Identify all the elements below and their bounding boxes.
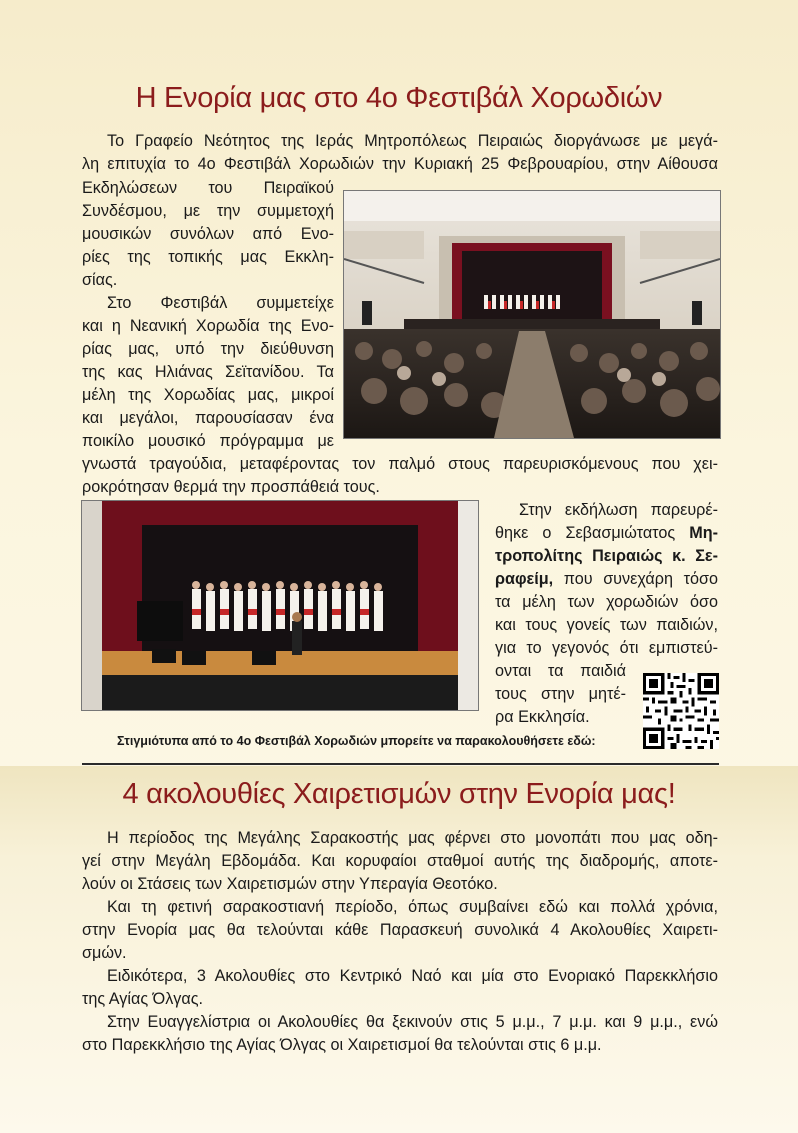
- text-line: ρίες της τοπικής μας Εκκλη-: [82, 248, 334, 266]
- article-title-salutations: 4 ακολουθίες Χαιρετισμών στην Ενορία μας!: [122, 778, 676, 810]
- text-line: μέλη της Χορωδίας μας, μικροί: [82, 386, 334, 404]
- text-line: και η Νεανική Χορωδία της Ενο-: [82, 317, 334, 335]
- text-line: Η περίοδος της Μεγάλης Σαρακοστής μας φέρνει στο μονοπάτι που μας οδη-: [107, 829, 718, 847]
- text-line: τα μέλη των χορωδιών όσο: [495, 593, 718, 611]
- text-line: ρα Εκκλησία.: [495, 708, 590, 726]
- text-line: της Αγίας Όλγας.: [82, 990, 204, 1008]
- text-line: Στο Φεστιβάλ συμμετείχε: [107, 294, 334, 312]
- text-line: για το γεγονός ότι εμπιστεύ-: [495, 639, 718, 657]
- text-line: ονται τα παιδιά: [495, 662, 626, 680]
- text-line: τους στην μητέ-: [495, 685, 626, 703]
- qr-code-icon: [643, 673, 719, 749]
- text-line: μουσικών συνόλων από Ενο-: [82, 225, 334, 243]
- text-line: ρίας μας, υπό την διεύθυνση: [82, 340, 334, 358]
- text-line: λη επιτυχία το 4ο Φεστιβάλ Χορωδιών την Κυριακή 25 Φεβρουαρίου, στην Αίθουσα: [82, 155, 718, 173]
- article-title-festival: Η Ενορία μας στο 4ο Φεστιβάλ Χορωδιών: [135, 82, 663, 114]
- text-line: γνωστά τραγούδια, μεταφέροντας τον παλμό στους παρευρισκόμενους που χει-: [82, 455, 718, 473]
- text-line: της κας Ηλιάνας Σεϊτανίδου. Τα: [82, 363, 334, 381]
- text-line: θηκε ο Σεβασμιώτατος Μη-: [495, 524, 718, 542]
- text-line: Συνδέσμου, με την συμμετοχή: [82, 202, 334, 220]
- choir-stage-illustration: [82, 501, 478, 710]
- photo-concert-hall: [343, 190, 721, 439]
- text-line: και μεγάλοι, παρουσίασαν ένα: [82, 409, 334, 427]
- text-line: ποικίλο μουσικό πρόγραμμα με: [82, 432, 334, 450]
- text-line: ραφείμ, που συνεχάρη τόσο: [495, 570, 718, 588]
- text-line: στο Παρεκκλήσιο της Αγίας Όλγας οι Χαιρετισμοί θα τελούνται στις 6 μ.μ.: [82, 1036, 602, 1054]
- text-line: σίας.: [82, 271, 118, 289]
- text-line: γεί στην Μεγάλη Εβδομάδα. Και κορυφαίοι σταθμοί αυτής της διαδρομής, αποτε-: [82, 852, 718, 870]
- text-line: Στην Ευαγγελίστρια οι Ακολουθίες θα ξεκινούν στις 5 μ.μ., 7 μ.μ. και 9 μ.μ., ενώ: [107, 1013, 718, 1031]
- text-line: Στην εκδήλωση παρευρέ-: [519, 501, 718, 519]
- text-line: Εκδηλώσεων του Πειραϊκού: [82, 179, 334, 197]
- text-line: και τους γονείς των παιδιών,: [495, 616, 718, 634]
- qr-code[interactable]: [643, 673, 719, 749]
- text-line: λούν οι Στάσεις των Χαιρετισμών στην Υπεραγία Θεοτόκο.: [82, 875, 498, 893]
- text-line: σμών.: [82, 944, 127, 962]
- text-line: τροπολίτης Πειραιώς κ. Σε-: [495, 547, 718, 565]
- section-divider: [82, 763, 719, 765]
- text-line: ροκρότησαν θερμά την προσπάθειά τους.: [82, 478, 380, 496]
- text-line: Ειδικότερα, 3 Ακολουθίες στο Κεντρικό Ναό και μία στο Ενοριακό Παρεκκλήσιο: [107, 967, 718, 985]
- photo-choir-stage: [81, 500, 479, 711]
- concert-hall-illustration: [344, 191, 720, 438]
- text-line: Το Γραφείο Νεότητος της Ιεράς Μητροπόλεως Πειραιώς διοργάνωσε με μεγά-: [107, 132, 718, 150]
- video-caption: Στιγμιότυπα από το 4ο Φεστιβάλ Χορωδιών μπορείτε να παρακολουθήσετε εδώ:: [117, 734, 596, 748]
- text-line: Και τη φετινή σαρακοστιανή περίοδο, όπως συμβαίνει εδώ και πολλά χρόνια,: [107, 898, 718, 916]
- text-line: στην Ενορία μας θα τελούνται κάθε Παρασκευή συνολικά 4 Ακολουθίες Χαιρετι-: [82, 921, 718, 939]
